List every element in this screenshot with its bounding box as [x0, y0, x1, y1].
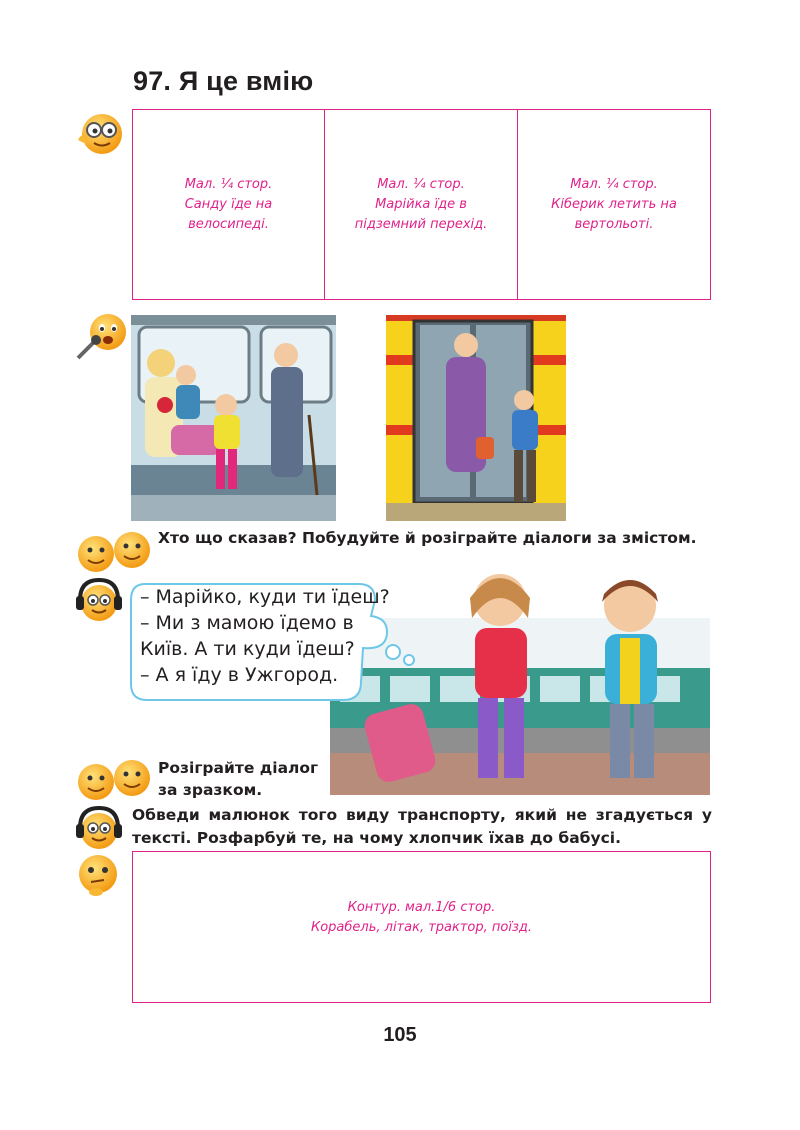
instruction-dialogues: Хто що сказав? Побудуйте й розіграйте діалоги за змістом. — [158, 529, 697, 547]
top-illustration-boxes — [132, 109, 711, 300]
page-title: 97. Я це вмію — [133, 66, 314, 96]
illustration-box-1 — [133, 110, 325, 299]
illustration-box-2 — [325, 110, 518, 299]
page-number: 105 — [383, 1024, 417, 1046]
glasses-emoji-icon — [74, 110, 126, 156]
instruction-trace-line1: Обведи малюнок того виду транспорту, який не згадується у — [132, 806, 712, 824]
two-children-emoji-icon — [74, 528, 154, 574]
placeholder-caption: Мал. ¼ стор. Марійка їде в підземний перехід. — [354, 176, 488, 232]
headphones-emoji-icon — [76, 806, 122, 852]
thinking-emoji-icon — [74, 852, 122, 900]
instruction-roleplay: Розіграйте діалог за зразком. — [158, 759, 319, 799]
bus-interior-illustration — [131, 315, 336, 521]
placeholder-caption: Мал. ¼ стор. Кіберик летить на вертольоті. — [551, 176, 677, 232]
bus-door-illustration — [386, 315, 566, 521]
illustration-box — [133, 852, 710, 1002]
placeholder-caption: Контур. мал.1/6 стор. Корабель, літак, трактор, поїзд. — [310, 900, 532, 935]
headphones-emoji-icon — [76, 578, 122, 624]
placeholder-caption: Мал. ¼ стор. Санду їде на велосипеді. — [184, 176, 273, 232]
microphone-emoji-icon — [72, 312, 130, 362]
dialogue-text: – Марійко, куди ти їдеш? – Ми з мамою їдемо в Київ. А ти куди їдеш? – А я їду в Ужгород. — [140, 586, 390, 686]
transport-illustration-box — [132, 851, 711, 1003]
illustration-box-3 — [518, 110, 710, 299]
instruction-trace-line2: тексті. Розфарбуй те, на чому хлопчик їхав до бабусі. — [132, 829, 621, 847]
two-children-emoji-icon — [74, 756, 154, 802]
